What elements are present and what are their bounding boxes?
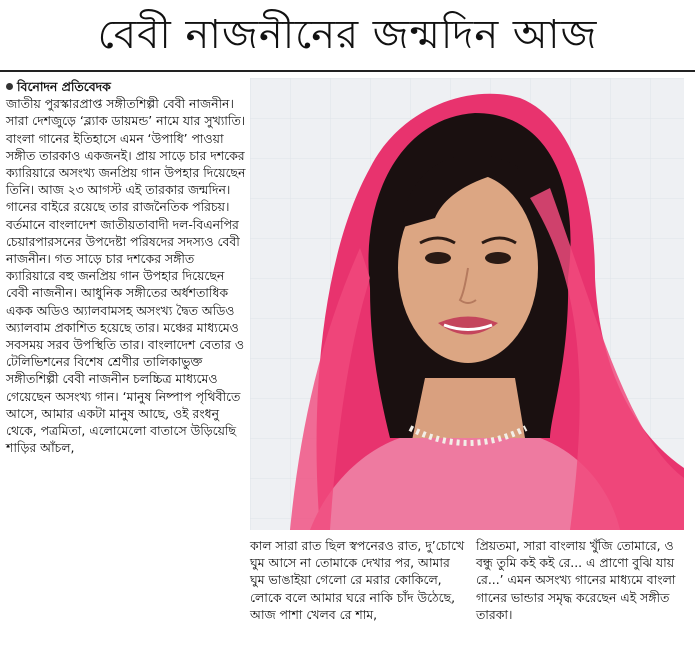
portrait-photo-icon: [250, 78, 684, 530]
bullet-icon: [6, 83, 13, 90]
article-bottom-column-2: প্রিয়তমা, সারা বাংলায় খুঁজি তোমারে, ও বন্ধু তুমি কই কই রে... এ প্রাণো বুঝি যায় রে...’ এমন অসংখ্য গানের মাধ্যমে বাংলা গানের ভান্ডার সমৃদ্ধ করেছেন এই সঙ্গীত তারকা।: [476, 538, 676, 622]
article-body-left: জাতীয় পুরস্কারপ্রাপ্ত সঙ্গীতশিল্পী বেবী নাজনীন। সারা দেশজুড়ে ‘ব্ল্যাক ডায়মন্ড’ নামে যার সুখ্যাতি। বাংলা গানের ইতিহাসে এমন ‘উপাধি’ পাওয়া সঙ্গীত তারকাও একজনই। প্রায় সাড়ে চার দশকের ক্যারিয়ারে অসংখ্য জনপ্রিয় গান উপহার দিয়েছেন তিনি। আজ ২৩ আগস্ট এই তারকার জন্মদিন। গানের বাইরে রয়েছে তার রাজনৈতিক পরিচয়। বর্তমানে বাংলাদেশ জাতীয়তাবাদী দল-বিএনপির চেয়ারপারসনের উপদেষ্টা পরিষদের সদস্যও বেবী নাজনীন। গত সাড়ে চার দশকের সঙ্গীত ক্যারিয়ারে বহু জনপ্রিয় গান উপহার দিয়েছেন বেবী নাজনীন। আধুনিক সঙ্গীতের অর্ধশতাধিক একক অডিও অ্যালবামসহ অসংখ্য দ্বৈত অডিও অ্যালবাম প্রকাশিত হয়েছে তার। মঞ্চের মাধ্যমেও সবসময় সরব উপস্থিতি তার। বাংলাদেশ বেতার ও টেলিভিশনের বিশেষ শ্রেণীর তালিকাভুক্ত সঙ্গীতশিল্পী বেবী নাজনীন চলচ্চিত্র মাধ্যমেও গেয়েছেন অসংখ্য গান। ‘মানুষ নিষ্পাপ পৃথিবীতে আসে, আমার একটা মানুষ আছে, ওই রংধনু থেকে, পত্রমিতা, এলোমেলো বাতাসে উড়িয়েছি শাড়ির আঁচল,: [6, 96, 246, 456]
headline-divider: [0, 70, 695, 72]
headline: বেবী নাজনীনের জন্মদিন আজ: [97, 12, 598, 58]
portrait-photo: [250, 78, 684, 530]
byline-text: বিনোদন প্রতিবেদক: [17, 79, 111, 94]
byline: [6, 78, 246, 95]
article-left-column: [6, 78, 246, 456]
article-bottom-column-1: কাল সারা রাত ছিল স্বপনেরও রাত, দু’চোখে ঘুম আসে না তোমাকে দেখার পর, আমার ঘুম ভাঙাইয়া গেলো রে মরার কোকিলে, লোকে বলে আমার ঘরে নাকি চাঁদ উঠেছে, আজ পাশা খেলব রে শাম,: [250, 538, 465, 622]
